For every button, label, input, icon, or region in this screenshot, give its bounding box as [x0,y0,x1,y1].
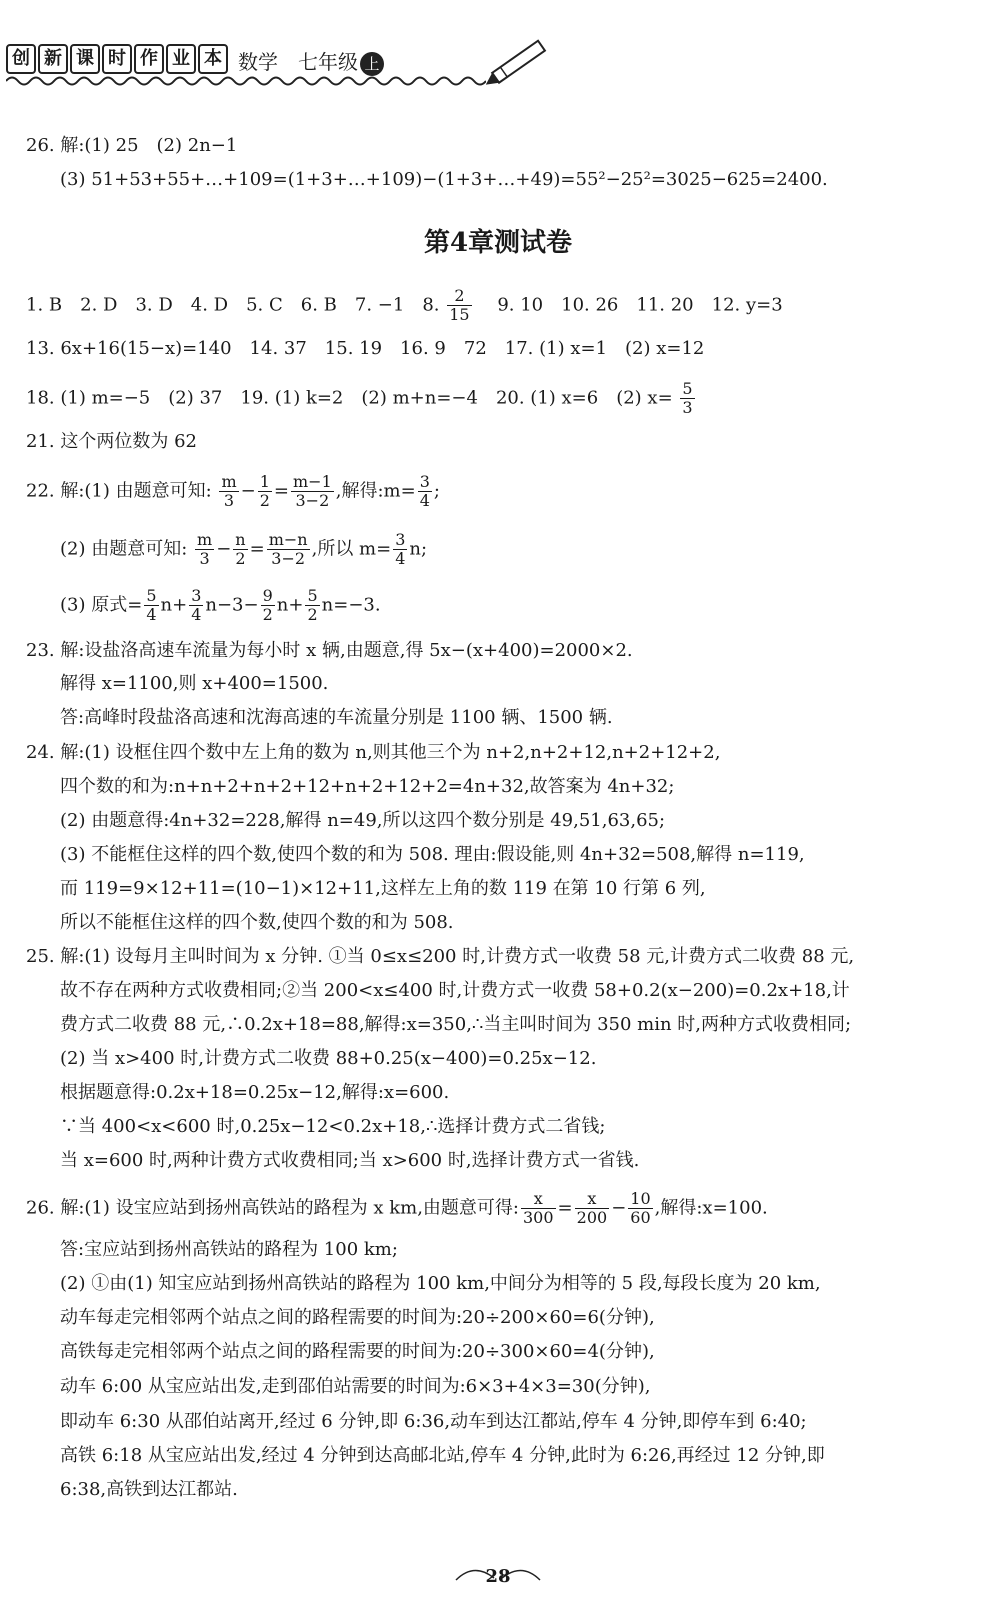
wavy-rule-icon [6,74,486,88]
numerator: x [575,1190,610,1209]
page-header [6,40,566,88]
answer-24-line4: (3) 不能框住这样的四个数,使四个数的和为 508. 理由:假设能,则 4n+32=508,解得 n=119, [60,844,805,865]
answer-23-line3: 答:高峰时段盐洛高速和沈海高速的车流量分别是 1100 辆、1500 辆. [60,707,613,728]
denominator: 2 [235,549,246,568]
answers-18-20-text: 18. (1) m=−5 (2) 37 19. (1) k=2 (2) m+n=−4 20. (1) x=6 (2) x= [26,387,673,409]
denominator: 2 [259,491,270,510]
text: − [611,1197,627,1219]
answers-1-12 [26,287,783,324]
fraction [628,1190,652,1227]
denominator: 3 [682,398,693,417]
answers-9-12-text: 9. 10 10. 26 11. 20 12. y=3 [479,294,783,316]
answer-26-line8: 高铁 6:18 从宝应站出发,经过 4 分钟到达高邮北站,停车 4 分钟,此时为 6:26,再经过 12 分钟,即 [60,1445,825,1466]
text: = [273,480,289,502]
text: (2) 由题意可知: [60,538,188,560]
answer-24-line1: 24. 解:(1) 设框住四个数中左上角的数为 n,则其他三个为 n+2,n+2+12,n+2+12+2, [26,742,721,763]
pencil-icon [486,30,556,90]
fraction [144,587,158,624]
brand-char: 时 [102,44,132,74]
brand-char: 新 [38,44,68,74]
text: = [557,1197,573,1219]
answer-25-line7: 当 x=600 时,两种计费方式收费相同;当 x>600 时,选择计费方式一省钱. [60,1150,640,1171]
answer-26-line1 [26,1190,768,1227]
fraction [267,531,310,568]
denominator: 3−2 [271,549,306,568]
numerator: 5 [146,586,157,605]
text: = [249,538,265,560]
answer-24-line6: 所以不能框住这样的四个数,使四个数的和为 508. [60,912,454,933]
text: n−3− [205,594,259,616]
denominator: 2 [307,605,318,624]
answer-24-line2: 四个数的和为:n+n+2+n+2+12+n+2+12+2=4n+32,故答案为 4n+32; [60,776,675,797]
answers-13-17: 13. 6x+16(15−x)=140 14. 37 15. 19 16. 9 72 17. (1) x=1 (2) x=12 [26,338,705,359]
answer-24-line3: (2) 由题意得:4n+32=228,解得 n=49,所以这四个数分别是 49,51,63,65; [60,810,666,831]
text: 26. 解:(1) 设宝应站到扬州高铁站的路程为 x km,由题意可得: [26,1197,519,1219]
brand-char: 创 [6,44,36,74]
numerator: m [197,530,213,549]
fraction [418,473,432,510]
numerator: 5 [682,379,693,398]
answer-23-line2: 解得 x=1100,则 x+400=1500. [60,673,329,694]
answer-26-line3: (2) ①由(1) 知宝应站到扬州高铁站的路程为 100 km,中间分为相等的 5 段,每段长度为 20 km, [60,1273,821,1294]
brand-char: 作 [134,44,164,74]
answer-26-line4: 动车每走完相邻两个站点之间的路程需要的时间为:20÷200×60=6(分钟), [60,1307,655,1328]
text: ; [433,480,440,502]
denominator: 4 [395,549,406,568]
text: n; [409,538,428,560]
numerator: m−1 [292,472,332,491]
text: ,解得:m= [335,480,416,502]
numerator: 3 [191,586,202,605]
answer-22-part1: 22. 解:(1) 由题意可知: $\frac{m}{3}$ − $\frac{1}{2}$ = $\frac{m-1}{3-2}$ ,解得:m= $\frac{3}{4}$ ; [26,472,440,510]
answer-26-part3: (3) 51+53+55+…+109=(1+3+…+109)−(1+3+…+49)=55²−25²=3025−625=2400. [60,169,828,190]
answer-26-line5: 高铁每走完相邻两个站点之间的路程需要的时间为:20÷300×60=4(分钟), [60,1341,655,1362]
answer-26-line2: 答:宝应站到扬州高铁站的路程为 100 km; [60,1239,398,1260]
fraction [219,473,238,510]
fraction [521,1190,556,1227]
text: n=−3. [321,594,381,616]
answer-23-line1: 23. 解:设盐洛高速车流量为每小时 x 辆,由题意,得 5x−(x+400)=2000×2. [26,640,633,661]
text: 22. 解:(1) 由题意可知: [26,480,212,502]
numerator: 3 [419,472,430,491]
denominator: 3 [223,491,235,510]
text: (3) 原式= [60,594,143,616]
numerator: 5 [307,586,318,605]
grade-text: 七年级 [298,50,358,74]
grade-label [298,46,384,76]
answer-25-line5: 根据题意得:0.2x+18=0.25x−12,解得:x=600. [60,1082,450,1103]
answer-26-prev: 26. 解:(1) 25 (2) 2n−1 [26,135,238,156]
answer-24-line5: 而 119=9×12+11=(10−1)×12+11,这样左上角的数 119 在第 10 行第 6 列, [60,878,706,899]
text: n+ [160,594,188,616]
answer-22-part3 [60,587,381,624]
denominator: 2 [262,605,273,624]
denominator: 200 [576,1208,608,1227]
numerator: x [521,1190,556,1209]
denominator: 300 [523,1208,554,1227]
page-title: 第4章测试卷 [423,228,573,258]
fraction [261,587,275,624]
answer-25-line4: (2) 当 x>400 时,计费方式二收费 88+0.25(x−400)=0.25x−12. [60,1048,597,1069]
fraction [447,287,471,324]
numerator: 10 [630,1189,651,1208]
denominator: 60 [630,1208,651,1227]
subject-label: 数学 [238,50,278,74]
answer-26-line9: 6:38,高铁到达江都站. [60,1479,238,1500]
numerator: 1 [259,472,270,491]
series-logo [6,44,228,74]
denominator: 3 [199,549,210,568]
fraction [291,473,334,510]
numerator: m−n [268,530,308,549]
fraction [680,380,694,417]
text: n+ [276,594,304,616]
fraction [258,473,272,510]
answer-25-line6: ∵当 400<x<600 时,0.25x−12<0.2x+18,∴选择计费方式二省钱; [60,1116,606,1137]
answer-25-line1: 25. 解:(1) 设每月主叫时间为 x 分钟. ①当 0≤x≤200 时,计费方式一收费 58 元,计费方式二收费 88 元, [26,946,855,967]
numerator: m [221,472,237,491]
denominator: 4 [146,605,157,624]
fraction [305,587,319,624]
denominator: 3−2 [295,491,330,510]
denominator: 4 [419,491,430,510]
answer-26-line6: 动车 6:00 从宝应站出发,走到邵伯站需要的时间为:6×3+4×3=30(分钟), [60,1376,651,1397]
term-badge: 上 [360,52,384,76]
answers-18-20 [26,380,697,417]
page-number: 28 [485,1566,511,1587]
numerator: n [235,530,246,549]
fraction [575,1190,610,1227]
numerator: 2 [447,287,471,306]
denominator: 15 [449,305,470,324]
brand-char: 本 [198,44,228,74]
numerator: 9 [262,586,273,605]
answers-1-8-text: 1. B 2. D 3. D 4. D 5. C 6. B 7. −1 8. [26,294,440,316]
fraction [195,531,214,568]
answer-25-line2: 故不存在两种方式收费相同;②当 200<x≤400 时,计费方式一收费 58+0.2(x−200)=0.2x+18,计 [60,980,850,1001]
text: ,解得:x=100. [654,1197,768,1219]
denominator: 4 [191,605,202,624]
answer-22-part2: (2) 由题意可知: $\frac{m}{3}$ − $\frac{n}{2}$ = $\frac{m-n}{3-2}$ ,所以 m= $\frac{3}{4}$ n; [60,530,428,568]
answer-21: 21. 这个两位数为 62 [26,431,197,452]
text: ,所以 m= [311,538,392,560]
fraction [189,587,203,624]
answer-26-line7: 即动车 6:30 从邵伯站离开,经过 6 分钟,即 6:36,动车到达江都站,停车 4 分钟,即停车到 6:40; [60,1411,807,1432]
answer-25-line3: 费方式二收费 88 元,∴0.2x+18=88,解得:x=350,∴当主叫时间为 350 min 时,两种方式收费相同; [60,1014,852,1035]
fraction [233,531,247,568]
brand-char: 业 [166,44,196,74]
brand-char: 课 [70,44,100,74]
fraction [393,531,407,568]
numerator: 3 [395,530,406,549]
